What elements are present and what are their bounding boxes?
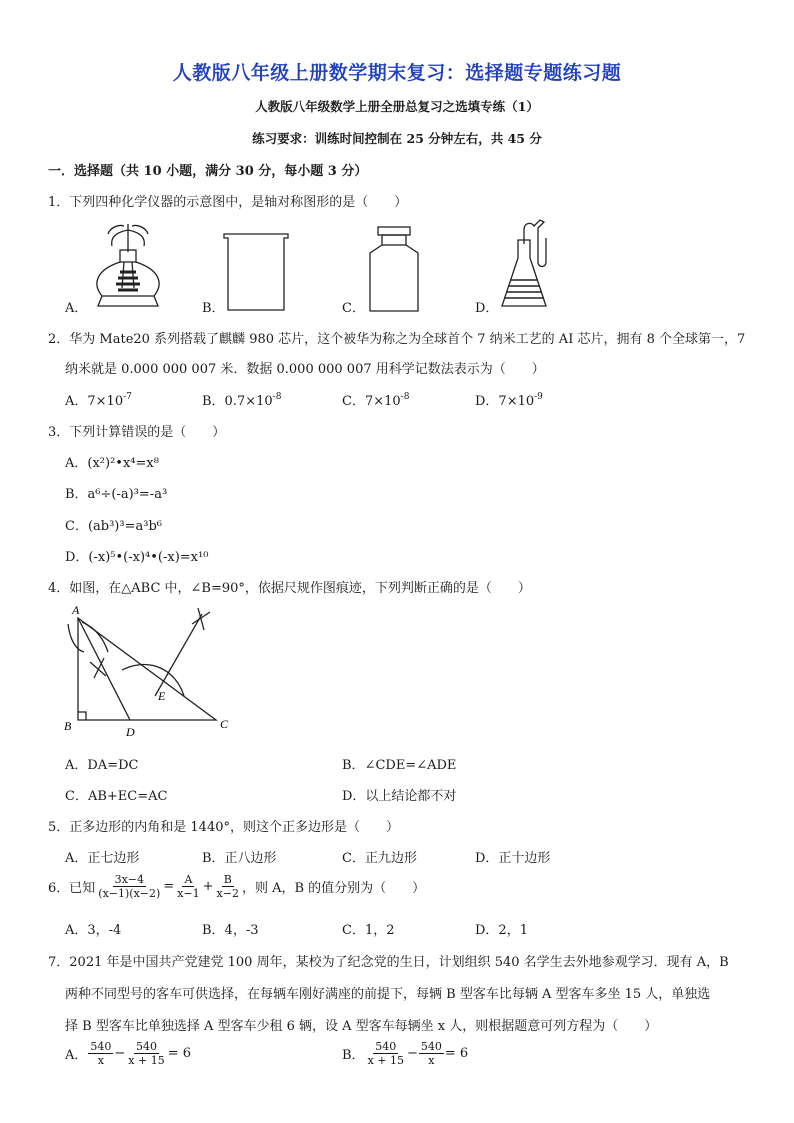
q6-option-c: C．1，2 xyxy=(342,923,395,938)
label-e: E xyxy=(158,689,166,703)
triangle-construction-figure xyxy=(60,600,240,740)
reagent-bottle-icon xyxy=(364,225,424,315)
page-subtitle: 人教版八年级数学上册全册总复习之选填专练（1） xyxy=(255,99,539,114)
q4-option-a: A．DA=DC xyxy=(65,758,139,773)
question-1-stem: 1．下列四种化学仪器的示意图中，是轴对称图形的是（ ） xyxy=(48,195,408,210)
q4-option-d: D．以上结论都不对 xyxy=(342,789,457,804)
beaker-icon xyxy=(222,230,292,314)
label-c: C xyxy=(220,717,229,731)
q4-option-b: B．∠CDE=∠ADE xyxy=(342,758,457,773)
q2-option-b: B．$0.7\times 10^{-8}$ xyxy=(202,392,282,409)
q2-option-d: D．$7\times 10^{-9}$ xyxy=(475,392,543,409)
label-b: B xyxy=(64,719,72,733)
q3-option-a: A．(x²)²•x⁴=x⁸ xyxy=(65,456,159,471)
q6-fraction-3: $\frac{B}{x-2}$ xyxy=(216,873,239,900)
q3-option-c: C．(ab³)³=a³b⁶ xyxy=(65,519,162,534)
q5-option-c: C．正九边形 xyxy=(342,851,417,866)
alcohol-lamp-icon xyxy=(88,222,168,312)
q1-option-c: C． xyxy=(342,301,365,316)
q3-option-d: D．(-x)⁵•(-x)⁴•(-x)=x¹⁰ xyxy=(65,550,209,565)
q6-fraction-1: $\frac{3x-4}{(x-1)(x-2)}$ xyxy=(98,873,161,900)
question-7-line3: 择 B 型客车比单独选择 A 型客车少租 6 辆，设 A 型客车每辆坐 x 人，则根据题意可列方程为（ ） xyxy=(65,1019,658,1034)
q1-option-b: B． xyxy=(202,301,225,316)
q6-fraction-2: $\frac{A}{x-1}$ xyxy=(177,873,200,900)
q6-option-a: A．3，-4 xyxy=(65,923,122,938)
label-d: D xyxy=(126,725,135,739)
segment-ad xyxy=(78,618,130,720)
conical-flask-icon xyxy=(500,218,560,314)
question-3-stem: 3．下列计算错误的是（ ） xyxy=(48,425,226,440)
right-angle-mark xyxy=(78,712,86,720)
question-2-line1: 2．华为 Mate20 系列搭载了麒麟 980 芯片，这个被华为称之为全球首个 7 纳米工艺的 AI 芯片，拥有 8 个全球第一，7 xyxy=(48,332,746,347)
q5-option-a: A．正七边形 xyxy=(65,851,140,866)
q6-option-b: B．4，-3 xyxy=(202,923,259,938)
question-2-line2: 纳米就是 0.000 000 007 米．数据 0.000 000 007 用科学记数法表示为（ ） xyxy=(65,362,545,377)
q5-option-b: B．正八边形 xyxy=(202,851,277,866)
q6-option-d: D．2，1 xyxy=(475,923,528,938)
q7-option-a: A． $\frac{540}{x}$ − $\frac{540}{x + 15}$ = 6 xyxy=(65,1040,192,1067)
page-title: 人教版八年级上册数学期末复习：选择题专题练习题 xyxy=(172,62,622,84)
question-7-line2: 两种不同型号的客车可供选择，在每辆车刚好满座的前提下，每辆 B 型客车比每辆 A 型客车多坐 15 人，单独选 xyxy=(65,987,711,1002)
label-a: A xyxy=(72,603,80,617)
q3-option-b: B．a⁶÷(-a)³=-a³ xyxy=(65,487,168,502)
q5-option-d: D．正十边形 xyxy=(475,851,551,866)
practice-requirement: 练习要求：训练时间控制在 25 分钟左右，共 45 分 xyxy=(252,131,542,146)
question-7-line1: 7．2021 年是中国共产党建党 100 周年，某校为了纪念党的生日，计划组织 540 名学生去外地参观学习．现有 A，B xyxy=(48,955,729,970)
q7-option-b: B． $\frac{540}{x + 15}$ − $\frac{540}{x}$ = 6 xyxy=(342,1040,469,1067)
question-4-stem: 4．如图，在△ABC 中，∠B=90°，依据尺规作图痕迹，下列判断正确的是（ ） xyxy=(48,581,531,596)
question-5-stem: 5．正多边形的内角和是 1440°，则这个正多边形是（ ） xyxy=(48,820,399,835)
q4-option-c: C．AB+EC=AC xyxy=(65,789,168,804)
section-heading: 一．选择题（共 10 小题，满分 30 分，每小题 3 分） xyxy=(48,164,368,179)
q2-option-c: C．$7\times 10^{-8}$ xyxy=(342,392,410,409)
q1-option-d: D． xyxy=(475,301,499,316)
question-6-stem: 6．已知 $\frac{3x-4}{(x-1)(x-2)}$ = $\frac{A}{x-1}$ + $\frac{B}{x-2}$ ，则 A，B 的值分别为（ ） xyxy=(48,873,426,900)
q1-option-a: A． xyxy=(65,301,88,316)
q2-option-a: A．$7\times 10^{-7}$ xyxy=(65,392,132,409)
